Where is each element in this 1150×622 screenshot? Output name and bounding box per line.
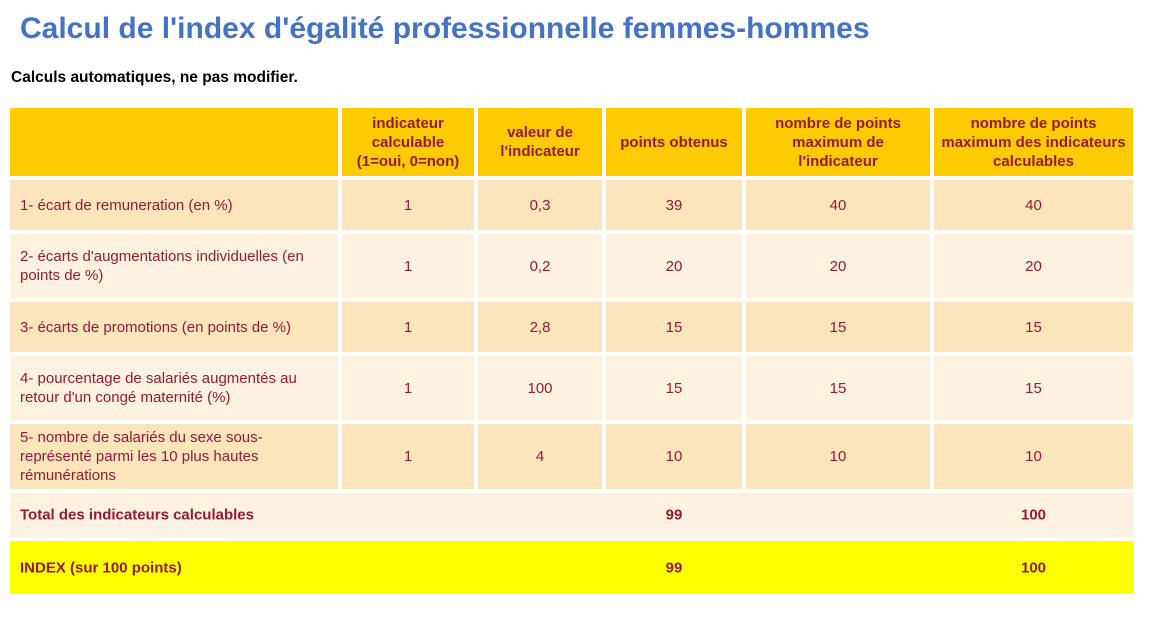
cell-points: 20 — [606, 234, 742, 298]
cell-valeur: 2,8 — [478, 302, 602, 352]
table-row-conge-maternite — [10, 356, 1133, 420]
cell-max-indicateur: 15 — [746, 302, 930, 352]
row-label: 4- pourcentage de salariés augmentés au retour d'un congé maternité (%) — [10, 356, 338, 420]
cell-points: 15 — [606, 302, 742, 352]
index-label: INDEX (sur 100 points) — [20, 559, 182, 576]
table-row-ecart-remuneration — [10, 180, 1133, 230]
cell-valeur: 4 — [478, 424, 602, 489]
cell-max-calculables: 15 — [934, 302, 1133, 352]
header-empty-cell — [10, 108, 338, 176]
total-label: Total des indicateurs calculables — [20, 506, 254, 524]
total-max-value: 100 — [1020, 506, 1047, 524]
table-row-hautes-remunerations — [10, 424, 1133, 489]
cell-max-indicateur: 40 — [746, 180, 930, 230]
cell-max-indicateur: 15 — [746, 356, 930, 420]
index-points-value: 99 — [665, 559, 683, 576]
row-label: 1- écart de remuneration (en %) — [10, 180, 338, 230]
header-points-obtenus: points obtenus — [606, 108, 742, 176]
page-title: Calcul de l'index d'égalité professionnelle femmes-hommes — [20, 12, 870, 45]
table-row-ecarts-augmentations — [10, 234, 1133, 298]
cell-max-calculables: 40 — [934, 180, 1133, 230]
header-max-indicateur: nombre de points maximum de l'indicateur — [746, 108, 930, 176]
row-label: 5- nombre de salariés du sexe sous-représenté parmi les 10 plus hautes rémunérations — [10, 424, 338, 489]
header-indicateur-calculable: indicateur calculable (1=oui, 0=non) — [342, 108, 474, 176]
cell-max-calculables: 10 — [934, 424, 1133, 489]
cell-max-calculables: 15 — [934, 356, 1133, 420]
cell-calculable: 1 — [342, 302, 474, 352]
cell-calculable: 1 — [342, 424, 474, 489]
header-max-calculables: nombre de points maximum des indicateurs calculables — [934, 108, 1133, 176]
cell-points: 15 — [606, 356, 742, 420]
cell-valeur: 0,2 — [478, 234, 602, 298]
cell-calculable: 1 — [342, 234, 474, 298]
cell-valeur: 0,3 — [478, 180, 602, 230]
header-valeur-indicateur: valeur de l'indicateur — [478, 108, 602, 176]
cell-calculable: 1 — [342, 356, 474, 420]
row-label: 3- écarts de promotions (en points de %) — [10, 302, 338, 352]
cell-points: 39 — [606, 180, 742, 230]
total-points-value: 99 — [665, 506, 683, 524]
cell-max-indicateur: 10 — [746, 424, 930, 489]
cell-points: 10 — [606, 424, 742, 489]
cell-valeur: 100 — [478, 356, 602, 420]
row-label: 2- écarts d'augmentations individuelles (en points de %) — [10, 234, 338, 298]
cell-max-indicateur: 20 — [746, 234, 930, 298]
index-row — [10, 541, 1133, 594]
table-row-ecarts-promotions — [10, 302, 1133, 352]
equality-index-table — [10, 108, 1133, 594]
table-header-row — [10, 108, 1133, 176]
page-subtitle: Calculs automatiques, ne pas modifier. — [11, 69, 298, 86]
total-row — [10, 493, 1133, 537]
cell-max-calculables: 20 — [934, 234, 1133, 298]
index-max-value: 100 — [1020, 559, 1047, 576]
cell-calculable: 1 — [342, 180, 474, 230]
